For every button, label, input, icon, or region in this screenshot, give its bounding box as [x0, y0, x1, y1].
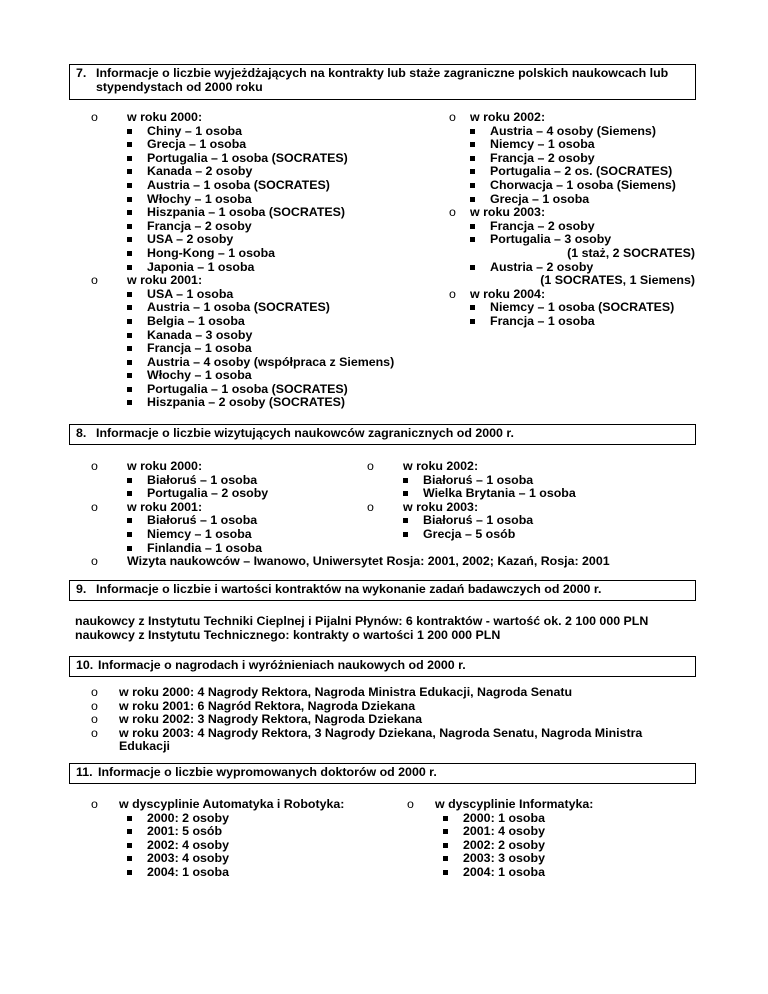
s8-left-column	[91, 460, 391, 555]
list-item: Portugalia – 2 osoby	[91, 487, 391, 501]
list-item: Hong-Kong – 1 osoba	[91, 247, 431, 261]
list-item: Hiszpania – 2 osoby (SOCRATES)	[91, 396, 431, 410]
square-bullet-icon	[470, 183, 475, 188]
square-bullet-icon	[127, 183, 132, 188]
list-item: Kanada – 2 osoby	[91, 165, 431, 179]
square-bullet-icon	[127, 843, 132, 848]
list-item: Francja – 2 osoby	[91, 220, 431, 234]
section-9-header	[69, 580, 696, 601]
square-bullet-icon	[443, 870, 448, 875]
section-10-header	[69, 656, 696, 677]
square-bullet-icon	[127, 360, 132, 365]
square-bullet-icon	[470, 197, 475, 202]
square-bullet-icon	[443, 829, 448, 834]
circle-bullet-icon	[91, 555, 98, 569]
square-bullet-icon	[443, 856, 448, 861]
square-bullet-icon	[127, 373, 132, 378]
list-item: o Wizyta naukowców – Iwanowo, Uniwersytet Rosja: 2001, 2002; Kazań, Rosja: 2001	[91, 555, 691, 569]
list-item: Francja – 1 osoba	[91, 342, 431, 356]
list-item: Białoruś – 1 osoba	[367, 474, 667, 488]
list-item: Portugalia – 1 osoba (SOCRATES)	[91, 383, 431, 397]
list-item: Białoruś – 1 osoba	[91, 514, 391, 528]
square-bullet-icon	[127, 333, 132, 338]
s8-right-column	[367, 460, 667, 542]
s7-left-column	[91, 111, 431, 410]
list-item: Portugalia – 1 osoba (SOCRATES)	[91, 152, 431, 166]
circle-bullet-icon	[91, 686, 98, 700]
square-bullet-icon	[127, 305, 132, 310]
square-bullet-icon	[127, 319, 132, 324]
square-bullet-icon	[470, 169, 475, 174]
list-item: 2004: 1 osoba	[407, 866, 687, 880]
circle-bullet-icon	[407, 798, 414, 812]
list-item: o w roku 2001:	[91, 274, 431, 288]
list-item: Portugalia – 2 os. (SOCRATES)	[449, 165, 699, 179]
square-bullet-icon	[127, 400, 132, 405]
circle-bullet-icon	[91, 111, 98, 125]
square-bullet-icon	[443, 816, 448, 821]
circle-bullet-icon	[91, 798, 98, 812]
section-number: 11.	[76, 765, 93, 779]
list-item: Białoruś – 1 osoba	[367, 514, 667, 528]
list-item: Grecja – 1 osoba	[91, 138, 431, 152]
square-bullet-icon	[127, 491, 132, 496]
circle-bullet-icon	[449, 206, 456, 220]
list-item: o w roku 2002: 3 Nagrody Rektora, Nagroda Dziekana	[91, 713, 691, 727]
list-item-note: (1 staż, 2 SOCRATES)	[567, 245, 695, 260]
list-item: Austria – 1 osoba (SOCRATES)	[91, 179, 431, 193]
list-item: Austria – 4 osoby (współpraca z Siemens)	[91, 356, 431, 370]
list-item: o w roku 2001: 6 Nagród Rektora, Nagroda Dziekana	[91, 700, 691, 714]
list-item: Finlandia – 1 osoba	[91, 542, 391, 556]
square-bullet-icon	[470, 305, 475, 310]
square-bullet-icon	[127, 518, 132, 523]
list-item: 2003: 3 osoby	[407, 852, 687, 866]
section-title: Informacje o liczbie wypromowanych doktorów od 2000 r.	[98, 765, 437, 779]
s9-line-2: naukowcy z Instytutu Technicznego: kontrakty o wartości 1 200 000 PLN	[75, 628, 501, 642]
square-bullet-icon	[127, 197, 132, 202]
section-title: Informacje o liczbie wyjeżdżających na kontrakty lub staże zagraniczne polskich naukowcach lub stypendystach od 2000 roku	[96, 66, 669, 94]
square-bullet-icon	[127, 156, 132, 161]
list-item: o w roku 2004:	[449, 288, 699, 302]
list-item: o w roku 2002:	[367, 460, 667, 474]
circle-bullet-icon	[449, 111, 456, 125]
list-item: o w dyscyplinie Informatyka:	[407, 798, 687, 812]
square-bullet-icon	[403, 491, 408, 496]
square-bullet-icon	[443, 843, 448, 848]
square-bullet-icon	[403, 518, 408, 523]
square-bullet-icon	[127, 478, 132, 483]
list-item: Austria – 1 osoba (SOCRATES)	[91, 301, 431, 315]
list-item: Niemcy – 1 osoba	[449, 138, 699, 152]
circle-bullet-icon	[367, 501, 374, 515]
square-bullet-icon	[127, 292, 132, 297]
section-7-header	[69, 64, 696, 100]
circle-bullet-icon	[91, 460, 98, 474]
list-item: o w roku 2000: 4 Nagrody Rektora, Nagroda Ministra Edukacji, Nagroda Senatu	[91, 686, 691, 700]
square-bullet-icon	[127, 169, 132, 174]
circle-bullet-icon	[91, 501, 98, 515]
list-item: Francja – 2 osoby	[449, 220, 699, 234]
list-item: o w roku 2003:	[367, 501, 667, 515]
square-bullet-icon	[127, 532, 132, 537]
section-number: 8.	[76, 426, 87, 440]
square-bullet-icon	[470, 156, 475, 161]
list-item: Białoruś – 1 osoba	[91, 474, 391, 488]
list-item: Austria – 4 osoby (Siemens)	[449, 125, 699, 139]
s7-right-column	[449, 111, 699, 329]
square-bullet-icon	[127, 829, 132, 834]
list-item: Japonia – 1 osoba	[91, 261, 431, 275]
list-item: 2002: 2 osoby	[407, 839, 687, 853]
list-item: o w roku 2002:	[449, 111, 699, 125]
list-item: 2003: 4 osoby	[91, 852, 391, 866]
list-item: Chorwacja – 1 osoba (Siemens)	[449, 179, 699, 193]
s8-visits	[91, 555, 691, 569]
list-item: Grecja – 1 osoba	[449, 193, 699, 207]
s11-left-column	[91, 798, 391, 880]
circle-bullet-icon	[91, 713, 98, 727]
list-item: o w roku 2003:	[449, 206, 699, 220]
circle-bullet-icon	[449, 288, 456, 302]
s10-list	[91, 686, 691, 754]
list-item: 2000: 2 osoby	[91, 812, 391, 826]
list-item: USA – 2 osoby	[91, 233, 431, 247]
list-item: Kanada – 3 osoby	[91, 329, 431, 343]
square-bullet-icon	[470, 319, 475, 324]
section-11-header	[69, 763, 696, 784]
list-item: USA – 1 osoba	[91, 288, 431, 302]
square-bullet-icon	[470, 224, 475, 229]
list-item: o w roku 2003: 4 Nagrody Rektora, 3 Nagrody Dziekana, Nagroda Senatu, Nagroda Ministra	[91, 727, 691, 741]
list-item: 2001: 4 osoby	[407, 825, 687, 839]
section-title: Informacje o nagrodach i wyróżnieniach naukowych od 2000 r.	[98, 658, 466, 672]
square-bullet-icon	[127, 142, 132, 147]
list-item: 2001: 5 osób	[91, 825, 391, 839]
list-item: 2000: 1 osoba	[407, 812, 687, 826]
list-item: Niemcy – 1 osoba (SOCRATES)	[449, 301, 699, 315]
square-bullet-icon	[403, 478, 408, 483]
list-item: Hiszpania – 1 osoba (SOCRATES)	[91, 206, 431, 220]
section-title: Informacje o liczbie wizytujących naukowców zagranicznych od 2000 r.	[96, 426, 514, 440]
list-item: 2004: 1 osoba	[91, 866, 391, 880]
s9-line-1: naukowcy z Instytutu Techniki Cieplnej i Pijalni Płynów: 6 kontraktów - wartość ok. 2 100 000 PLN	[75, 614, 649, 628]
list-item: o w roku 2001:	[91, 501, 391, 515]
s11-right-column	[407, 798, 687, 880]
square-bullet-icon	[127, 387, 132, 392]
list-item: Włochy – 1 osoba	[91, 193, 431, 207]
list-item: o w roku 2000:	[91, 111, 431, 125]
list-item: Włochy – 1 osoba	[91, 369, 431, 383]
section-number: 7.	[76, 66, 87, 80]
list-item-continuation: Edukacji	[119, 739, 170, 754]
list-item: Francja – 1 osoba	[449, 315, 699, 329]
list-item: o w roku 2000:	[91, 460, 391, 474]
square-bullet-icon	[127, 346, 132, 351]
list-item: Francja – 2 osoby	[449, 152, 699, 166]
square-bullet-icon	[127, 129, 132, 134]
square-bullet-icon	[127, 251, 132, 256]
square-bullet-icon	[127, 224, 132, 229]
square-bullet-icon	[127, 210, 132, 215]
section-title: Informacje o liczbie i wartości kontraktów na wykonanie zadań badawczych od 2000 r.	[96, 582, 602, 596]
square-bullet-icon	[127, 870, 132, 875]
square-bullet-icon	[470, 265, 475, 270]
list-item: o w dyscyplinie Automatyka i Robotyka:	[91, 798, 391, 812]
list-item: Austria – 2 osoby	[449, 261, 699, 275]
circle-bullet-icon	[367, 460, 374, 474]
square-bullet-icon	[127, 237, 132, 242]
section-8-header	[69, 424, 696, 445]
square-bullet-icon	[127, 265, 132, 270]
list-item: Portugalia – 3 osoby	[449, 233, 699, 247]
square-bullet-icon	[470, 129, 475, 134]
list-item: 2002: 4 osoby	[91, 839, 391, 853]
circle-bullet-icon	[91, 274, 98, 288]
section-number: 9.	[76, 582, 87, 596]
square-bullet-icon	[470, 237, 475, 242]
circle-bullet-icon	[91, 700, 98, 714]
list-item: Wielka Brytania – 1 osoba	[367, 487, 667, 501]
list-item: Belgia – 1 osoba	[91, 315, 431, 329]
list-item: Grecja – 5 osób	[367, 528, 667, 542]
square-bullet-icon	[470, 142, 475, 147]
circle-bullet-icon	[91, 727, 98, 741]
list-item: Chiny – 1 osoba	[91, 125, 431, 139]
square-bullet-icon	[127, 816, 132, 821]
list-item: Niemcy – 1 osoba	[91, 528, 391, 542]
square-bullet-icon	[127, 546, 132, 551]
square-bullet-icon	[403, 532, 408, 537]
square-bullet-icon	[127, 856, 132, 861]
section-number: 10.	[76, 658, 94, 672]
list-item-note: (1 SOCRATES, 1 Siemens)	[540, 273, 695, 288]
